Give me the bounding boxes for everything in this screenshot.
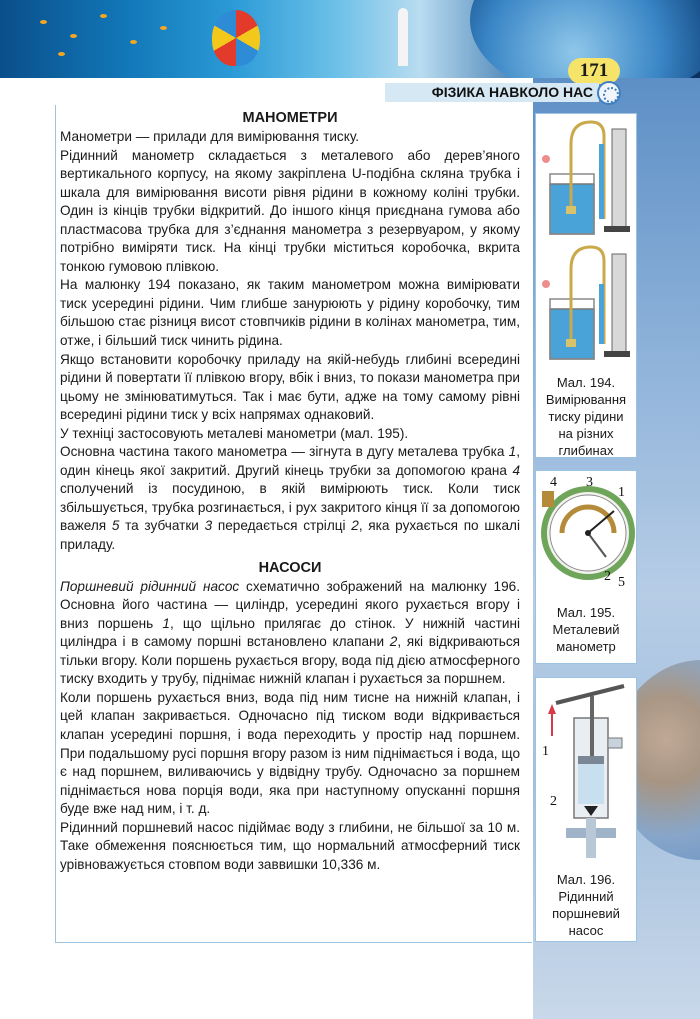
main-text [60, 109, 520, 874]
section-title: ФІЗИКА НАВКОЛО НАС [385, 83, 599, 102]
label-3: 3 [586, 475, 593, 490]
manometer-illustration [536, 114, 636, 369]
label-5: 5 [618, 575, 625, 590]
paragraph: У техніці застосовують металеві манометри (мал. 195). [60, 425, 409, 441]
paragraph: Манометри — прилади для вимірювання тиску. [60, 129, 360, 144]
figure-194 [535, 113, 637, 458]
heading-manometers: МАНОМЕТРИ [242, 110, 338, 126]
fish-decoration [70, 34, 77, 38]
fish-decoration [160, 26, 167, 30]
figure-195 [535, 470, 637, 664]
paragraph: На малюнку 194 показано, як таким манометром можна вимірювати тиск усередині рідини. Чим глибше занурюють у рідину коробочку, тим більшою стає різниця висот стовпчиків рідини в колінах манометра, тим, отже, і більший тиск чинить рідина. [60, 277, 520, 349]
label-4: 4 [550, 475, 557, 490]
fish-decoration [58, 52, 65, 56]
shuttle-image [398, 8, 408, 66]
piston-pump-illustration [536, 678, 636, 868]
paragraph: Рідинний манометр складається з металевого або дерев’яного вертикального корпусу, на якому закріплена U-подібна скляна трубка і шкала для вимірювання висоти рівня рідини в кожному коліні трубки. Один із кінців трубки відкритий. До іншого кінця приєднана гумова або пластмасова трубка для з’єднання манометра з резервуаром, у якому потрібно виміряти тиск. На кінці трубки міститься коробочка, вкрита тонкою гумовою плівкою. [60, 147, 520, 274]
paragraph: Поршневий рідинний насос схематично зображений на малюнку 196. Основна його частина — циліндр, усередині якого рухається вгору і вниз поршень 1, що щільно прилягає до стінок. У нижній частині циліндра і в самому поршні встановлено клапани 2, які відкриваються тільки вгору. Коли поршень рухається вгору, вода під дією атмосферного тиску входить у трубу, піднімає нижній клапан і рухається за поршнем. [60, 578, 520, 687]
paragraph: Коли поршень рухається вниз, вода під ним тисне на нижній клапан, і цей клапан закривається. Одночасно під тиском води відкривається клапан усередині поршня, і вода переходить у простір над поршнем. При подальшому русі поршня вгору разом із ним піднімається і вода, що є над поршнем, виливаючись у відвідну трубу. Одночасно за поршнем піднімається нова порція води, яка при наступному опусканні поршня буде вже над ним, і т. д. [60, 689, 520, 817]
page-number: 171 [568, 58, 620, 84]
paragraph: Основна частина такого манометра — зігнута в дугу металева трубка 1, один кінець якої закритий. Другий кінець трубки за допомогою крана 4 сполучений із посудиною, в якій вимірюють тиск. Коли тиск збільшується, трубка розгинається, і рух закритого кінця її за допомогою важеля 5 та зубчатки 3 передається стрілці 2, яка рухається по шкалі приладу. [60, 444, 520, 553]
heading-pumps: НАСОСИ [258, 559, 322, 576]
figure-196 [535, 677, 637, 942]
fish-decoration [130, 40, 137, 44]
paragraph: Рідинний поршневий насос підіймає воду з глибини, не більшої за 10 м. Таке обмеження пояснюється тим, що нормальний атмосферний тиск урівноважується стовпом води заввишки 10,336 м. [60, 819, 520, 872]
label-2: 2 [604, 569, 611, 584]
fish-decoration [40, 20, 47, 24]
figure-195-caption: Мал. 195. Металевий манометр [552, 605, 620, 654]
figure-194-caption: Мал. 194. Вимірювання тиску рідини на різних глибинах [545, 375, 627, 458]
label-1: 1 [618, 485, 625, 500]
figure-196-caption: Мал. 196. Рідинний поршневий насос [552, 872, 620, 938]
paragraph: Якщо встановити коробочку приладу на якій-небудь глибині всередині рідини й повертати її плівкою вгору, вбік і вниз, то покази манометра при цьому не змінюватимуться. Так і має бути, адже на тому самому рівні всередині рідини тиск у всіх напрямах однаковий. [60, 351, 520, 423]
balloon-image [212, 10, 260, 66]
label-1: 1 [542, 744, 549, 759]
atom-icon [597, 81, 621, 105]
label-2: 2 [550, 794, 557, 809]
fish-decoration [100, 14, 107, 18]
